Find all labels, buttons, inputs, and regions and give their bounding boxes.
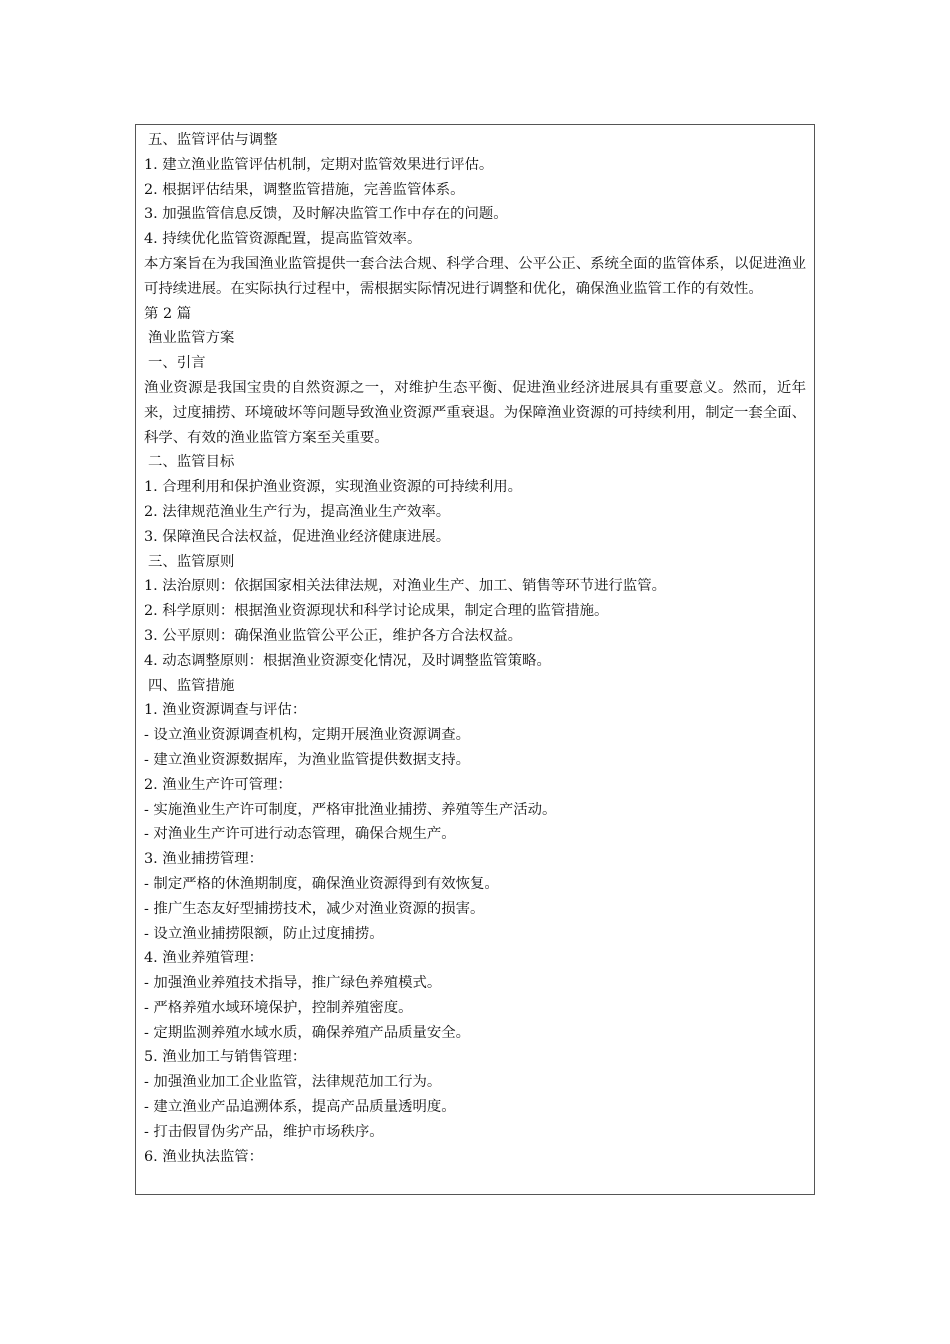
document-page-frame [135, 124, 815, 1195]
section-heading: 三、监管原则 [148, 553, 235, 570]
list-item: 第 2 篇 [144, 305, 192, 322]
section-heading: 渔业监管方案 [148, 330, 235, 347]
list-item: 2. 渔业生产许可管理： [144, 776, 292, 793]
list-item: - 加强渔业加工企业监管，法律规范加工行为。 [144, 1074, 442, 1091]
list-item: 2. 法律规范渔业生产行为，提高渔业生产效率。 [144, 503, 451, 520]
list-item: 3. 加强监管信息反馈，及时解决监管工作中存在的问题。 [144, 206, 508, 223]
list-item: 6. 渔业执法监管： [144, 1148, 264, 1165]
list-item: 3. 渔业捕捞管理： [144, 851, 264, 868]
list-item: 5. 渔业加工与销售管理： [144, 1049, 307, 1066]
list-item: 1. 渔业资源调查与评估： [144, 702, 307, 719]
section-heading: 五、监管评估与调整 [148, 132, 278, 148]
section-heading: 四、监管措施 [148, 677, 235, 694]
list-item: - 对渔业生产许可进行动态管理，确保合规生产。 [144, 826, 456, 843]
list-item: 4. 持续优化监管资源配置，提高监管效率。 [144, 231, 422, 248]
list-item: - 建立渔业资源数据库，为渔业监管提供数据支持。 [144, 751, 471, 768]
list-item: 1. 合理利用和保护渔业资源，实现渔业资源的可持续利用。 [144, 479, 523, 496]
list-item: 3. 公平原则：确保渔业监管公平公正，维护各方合法权益。 [144, 627, 523, 644]
list-item: - 加强渔业养殖技术指导，推广绿色养殖模式。 [144, 975, 442, 992]
list-item: - 打击假冒伪劣产品，维护市场秩序。 [144, 1123, 384, 1140]
list-item: 1. 建立渔业监管评估机制，定期对监管效果进行评估。 [144, 156, 494, 173]
list-item: - 推广生态友好型捕捞技术，减少对渔业资源的损害。 [144, 900, 485, 917]
list-item: - 制定严格的休渔期制度，确保渔业资源得到有效恢复。 [144, 875, 499, 892]
body-paragraph: 本方案旨在为我国渔业监管提供一套合法合规、科学合理、公平公正、系统全面的监管体系，以促进渔业可持续进展。在实际执行过程中，需根据实际情况进行调整和优化，确保渔业监管工作的有效性。 [144, 255, 806, 297]
list-item: - 严格养殖水域环境保护，控制养殖密度。 [144, 999, 413, 1016]
list-item: 4. 渔业养殖管理： [144, 950, 264, 967]
list-item: 4. 动态调整原则：根据渔业资源变化情况，及时调整监管策略。 [144, 652, 551, 669]
section-heading: 一、引言 [148, 355, 206, 372]
list-item: - 设立渔业捕捞限额，防止过度捕捞。 [144, 925, 384, 942]
list-item: 1. 法治原则：依据国家相关法律法规，对渔业生产、加工、销售等环节进行监管。 [144, 578, 666, 595]
section-heading: 二、监管目标 [148, 454, 235, 471]
list-item: - 定期监测养殖水域水质，确保养殖产品质量安全。 [144, 1024, 471, 1041]
list-item: - 实施渔业生产许可制度，严格审批渔业捕捞、养殖等生产活动。 [144, 801, 557, 818]
list-item: 2. 科学原则：根据渔业资源现状和科学讨论成果，制定合理的监管措施。 [144, 603, 609, 620]
list-item: 3. 保障渔民合法权益，促进渔业经济健康进展。 [144, 528, 451, 545]
list-item: - 设立渔业资源调查机构，定期开展渔业资源调查。 [144, 727, 471, 744]
body-paragraph: 渔业资源是我国宝贵的自然资源之一，对维护生态平衡、促进渔业经济进展具有重要意义。然而，近年来，过度捕捞、环境破坏等问题导致渔业资源严重衰退。为保障渔业资源的可持续利用，制定一套全面、科学、有效的渔业监管方案至关重要。 [144, 379, 806, 446]
list-item: - 建立渔业产品追溯体系，提高产品质量透明度。 [144, 1099, 456, 1116]
list-item: 2. 根据评估结果，调整监管措施，完善监管体系。 [144, 181, 465, 198]
